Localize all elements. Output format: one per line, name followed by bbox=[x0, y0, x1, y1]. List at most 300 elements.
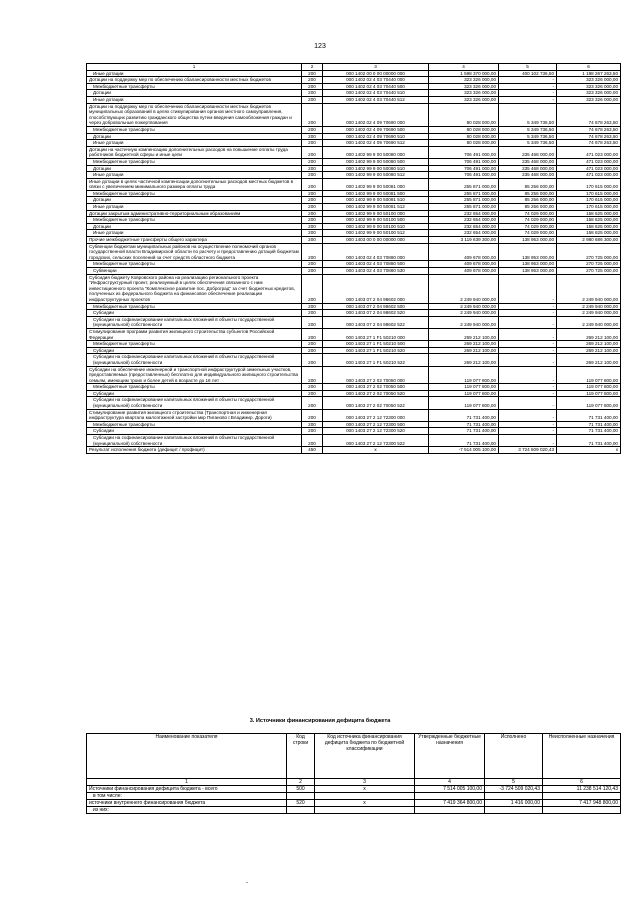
executed-amount: - bbox=[499, 316, 557, 328]
executed-amount bbox=[485, 807, 543, 814]
row-code: 200 bbox=[302, 310, 323, 317]
approved-amount: 71 731 400,00 bbox=[429, 435, 499, 447]
row-name: Дотации bbox=[87, 197, 302, 204]
table-row bbox=[87, 165, 621, 172]
remaining-amount: 71 731 400,00 bbox=[557, 409, 621, 421]
executed-amount: 85 256 000,00 bbox=[499, 178, 557, 190]
section-title: 3. Источники финансирования дефицита бюджета bbox=[249, 718, 391, 724]
row-code: 200 bbox=[302, 190, 323, 197]
remaining-amount: 270 725 000,00 bbox=[557, 261, 621, 268]
row-name: Иные дотации bbox=[87, 140, 302, 147]
table-row bbox=[87, 786, 621, 793]
row-name: Межбюджетные трансферты bbox=[87, 421, 302, 428]
executed-amount: 85 256 000,00 bbox=[499, 197, 557, 204]
approved-amount: 119 077 800,00 bbox=[429, 384, 499, 391]
row-name: Иные дотации в целях частичной компенсации дополнительных расходов местных бюджетов в связи с увеличением минимального размера оплаты труда bbox=[87, 178, 302, 190]
approved-amount: 119 077 800,00 bbox=[429, 366, 499, 384]
executed-amount: 5 349 736,50 bbox=[499, 103, 557, 126]
executed-amount: 5 349 736,50 bbox=[499, 140, 557, 147]
table-row bbox=[87, 83, 621, 90]
classification-code: 000 1403 27 1 F1 50210 522 bbox=[323, 354, 429, 366]
row-name: Дотации на поддержку мер по обеспечению сбалансированности местных бюджетов муниципальных образований в целях стимулирования органов местного самоуправления, способствующих развитию гражданского общества путем введения самообложения граждан и через добровольные пожертвования bbox=[87, 103, 302, 126]
executed-amount: 138 953 000,00 bbox=[499, 261, 557, 268]
approved-amount: 255 871 000,00 bbox=[429, 197, 499, 204]
row-code: 200 bbox=[302, 366, 323, 384]
classification-code: 000 1403 27 2 12 72300 522 bbox=[323, 435, 429, 447]
classification-code: 000 1403 27 2 02 70050 520 bbox=[323, 390, 429, 397]
row-code: 200 bbox=[302, 90, 323, 97]
remaining-amount: 74 678 263,50 bbox=[557, 103, 621, 126]
row-code: 200 bbox=[302, 328, 323, 340]
approved-amount: 255 871 000,00 bbox=[429, 190, 499, 197]
row-name: Дотации bbox=[87, 223, 302, 230]
remaining-amount: 119 077 800,00 bbox=[557, 366, 621, 384]
row-code: 200 bbox=[302, 126, 323, 133]
table-row bbox=[87, 328, 621, 340]
row-name: Дотации bbox=[87, 90, 302, 97]
column-number: 1 bbox=[87, 779, 287, 786]
approved-amount: 323 326 000,00 bbox=[429, 83, 499, 90]
classification-code bbox=[315, 793, 415, 800]
approved-amount: 269 212 100,00 bbox=[429, 347, 499, 354]
table-row bbox=[87, 178, 621, 190]
row-code: 200 bbox=[302, 421, 323, 428]
row-code: 200 bbox=[302, 140, 323, 147]
remaining-amount: 269 212 100,00 bbox=[557, 354, 621, 366]
remaining-amount: 158 625 000,00 bbox=[557, 230, 621, 237]
approved-amount: 706 491 000,00 bbox=[429, 165, 499, 172]
classification-code: 000 1403 07 2 04 98602 500 bbox=[323, 303, 429, 310]
row-code: 200 bbox=[302, 303, 323, 310]
table-row bbox=[87, 421, 621, 428]
executed-amount: - bbox=[499, 274, 557, 303]
column-number: 2 bbox=[302, 64, 323, 71]
column-number: 4 bbox=[415, 779, 485, 786]
executed-amount: - bbox=[499, 90, 557, 97]
column-number: 5 bbox=[499, 64, 557, 71]
table-row bbox=[87, 197, 621, 204]
remaining-amount: 471 023 000,00 bbox=[557, 165, 621, 172]
table-row bbox=[87, 70, 621, 77]
executed-amount: 400 102 736,50 bbox=[499, 70, 557, 77]
row-name: Субсидии на софинансирование капитальных вложений в объекты государственной (муниципальной) собственности bbox=[87, 435, 302, 447]
approved-amount: 323 326 000,00 bbox=[429, 77, 499, 84]
column-header: Наименование показателя bbox=[87, 734, 287, 779]
remaining-amount: 74 678 263,50 bbox=[557, 133, 621, 140]
executed-amount: -3 724 509 020,43 bbox=[485, 786, 543, 793]
executed-amount: 5 349 736,50 bbox=[499, 133, 557, 140]
row-code bbox=[287, 793, 315, 800]
executed-amount bbox=[485, 793, 543, 800]
remaining-amount: 269 212 100,00 bbox=[557, 328, 621, 340]
approved-amount: 706 491 000,00 bbox=[429, 172, 499, 179]
classification-code: 000 1402 02 4 09 70690 512 bbox=[323, 140, 429, 147]
remaining-amount: 2 249 940 000,00 bbox=[557, 310, 621, 317]
row-code bbox=[287, 807, 315, 814]
classification-code: 000 1403 02 4 03 70880 500 bbox=[323, 261, 429, 268]
executed-amount: - bbox=[499, 409, 557, 421]
remaining-amount: 323 326 000,00 bbox=[557, 77, 621, 84]
classification-code: 000 1403 02 4 03 70880 000 bbox=[323, 243, 429, 261]
row-name: Межбюджетные трансферты bbox=[87, 190, 302, 197]
remaining-amount: 74 678 263,50 bbox=[557, 140, 621, 147]
executed-amount: 85 256 000,00 bbox=[499, 204, 557, 211]
executed-amount: 74 029 000,00 bbox=[499, 217, 557, 224]
executed-amount: - bbox=[499, 390, 557, 397]
column-number: 2 bbox=[287, 779, 315, 786]
row-code: 200 bbox=[302, 268, 323, 275]
remaining-amount: 1 198 267 263,50 bbox=[557, 70, 621, 77]
row-code: 200 bbox=[302, 274, 323, 303]
executed-amount: - bbox=[499, 435, 557, 447]
approved-amount: 1 598 370 000,00 bbox=[429, 70, 499, 77]
classification-code: 000 1402 99 9 00 50081 000 bbox=[323, 178, 429, 190]
table-row bbox=[87, 261, 621, 268]
remaining-amount: 170 615 000,00 bbox=[557, 178, 621, 190]
remaining-amount: 71 731 400,00 bbox=[557, 421, 621, 428]
executed-amount: - bbox=[499, 384, 557, 391]
approved-amount: 409 678 000,00 bbox=[429, 261, 499, 268]
table-row bbox=[87, 133, 621, 140]
table-row bbox=[87, 204, 621, 211]
row-code: 520 bbox=[287, 800, 315, 807]
row-code: 200 bbox=[302, 165, 323, 172]
remaining-amount: 2 249 940 000,00 bbox=[557, 274, 621, 303]
approved-amount: 71 731 400,00 bbox=[429, 421, 499, 428]
remaining-amount: 170 615 000,00 bbox=[557, 190, 621, 197]
executed-amount: 235 468 000,00 bbox=[499, 146, 557, 158]
table-row bbox=[87, 347, 621, 354]
remaining-amount: 71 731 400,00 bbox=[557, 428, 621, 435]
table-row bbox=[87, 210, 621, 217]
row-code: 200 bbox=[302, 390, 323, 397]
row-code: 500 bbox=[287, 786, 315, 793]
remaining-amount: 119 077 800,00 bbox=[557, 397, 621, 409]
classification-code: 000 1402 99 9 00 50100 512 bbox=[323, 230, 429, 237]
classification-code: x bbox=[323, 447, 429, 454]
row-name: Иные дотации bbox=[87, 70, 302, 77]
classification-code: 000 1403 02 4 03 70880 530 bbox=[323, 268, 429, 275]
remaining-amount bbox=[543, 807, 621, 814]
classification-code: 000 1403 27 1 F1 50210 000 bbox=[323, 328, 429, 340]
row-name: Субсидии bbox=[87, 428, 302, 435]
classification-code: 000 1402 99 9 00 50081 500 bbox=[323, 190, 429, 197]
row-code: 200 bbox=[302, 77, 323, 84]
row-code: 200 bbox=[302, 210, 323, 217]
column-number: 3 bbox=[323, 64, 429, 71]
table-row bbox=[87, 447, 621, 454]
table-row bbox=[87, 217, 621, 224]
row-name: Иные дотации bbox=[87, 96, 302, 103]
table-row bbox=[87, 800, 621, 807]
approved-amount: 269 212 100,00 bbox=[429, 354, 499, 366]
row-code: 200 bbox=[302, 217, 323, 224]
row-name: Иные дотации bbox=[87, 230, 302, 237]
table-row bbox=[87, 140, 621, 147]
column-numbers-row bbox=[87, 779, 621, 786]
table-row bbox=[87, 77, 621, 84]
remaining-amount: 471 023 000,00 bbox=[557, 146, 621, 158]
executed-amount: - bbox=[499, 354, 557, 366]
row-name: Субсидии на обеспечение инженерной и транспортной инфраструктурой земельных участков, предоставляемых (предоставленных) бесплатно для индивидуального жилищного строительства семьям, имеющим троих и более детей в возрасте до 18 лет bbox=[87, 366, 302, 384]
classification-code: 000 1402 99 9 00 50080 000 bbox=[323, 146, 429, 158]
approved-amount: 2 249 940 000,00 bbox=[429, 274, 499, 303]
row-code: 200 bbox=[302, 354, 323, 366]
row-name: Межбюджетные трансферты bbox=[87, 158, 302, 165]
row-code: 200 bbox=[302, 237, 323, 244]
row-name: Прочие межбюджетные трансферты общего характера bbox=[87, 237, 302, 244]
remaining-amount: 170 615 000,00 bbox=[557, 204, 621, 211]
table-row bbox=[87, 428, 621, 435]
executed-amount: - bbox=[499, 366, 557, 384]
remaining-amount: 2 249 940 000,00 bbox=[557, 303, 621, 310]
column-header: Код строки bbox=[287, 734, 315, 779]
executed-amount: 138 953 000,00 bbox=[499, 243, 557, 261]
table-row bbox=[87, 341, 621, 348]
executed-amount: - bbox=[499, 428, 557, 435]
executed-amount: - bbox=[499, 347, 557, 354]
approved-amount: 323 326 000,00 bbox=[429, 96, 499, 103]
table-row bbox=[87, 390, 621, 397]
classification-code: 000 1403 27 1 F1 50210 500 bbox=[323, 341, 429, 348]
row-code: 200 bbox=[302, 347, 323, 354]
column-header: Исполнено bbox=[485, 734, 543, 779]
row-code: 200 bbox=[302, 96, 323, 103]
approved-amount: 323 326 000,00 bbox=[429, 90, 499, 97]
approved-amount: 232 654 000,00 bbox=[429, 217, 499, 224]
table-row bbox=[87, 237, 621, 244]
classification-code: 000 1402 02 4 03 70440 000 bbox=[323, 77, 429, 84]
executed-amount: - bbox=[499, 96, 557, 103]
remaining-amount: 471 023 000,00 bbox=[557, 158, 621, 165]
approved-amount: 119 077 800,00 bbox=[429, 397, 499, 409]
executed-amount: - bbox=[499, 77, 557, 84]
approved-amount: 71 731 400,00 bbox=[429, 409, 499, 421]
row-name: Дотации на поддержку мер по обеспечению сбалансированности местных бюджетов bbox=[87, 77, 302, 84]
row-code: 200 bbox=[302, 172, 323, 179]
row-name: Источники финансирования дефицита бюджета - всего bbox=[87, 786, 287, 793]
approved-amount: 232 654 000,00 bbox=[429, 223, 499, 230]
column-number: 6 bbox=[557, 64, 621, 71]
approved-amount: 2 249 940 000,00 bbox=[429, 316, 499, 328]
row-name: Субвенции bbox=[87, 268, 302, 275]
executed-amount: 74 029 000,00 bbox=[499, 223, 557, 230]
classification-code: 000 1403 27 1 F1 50210 520 bbox=[323, 347, 429, 354]
row-name: Субсидии bbox=[87, 347, 302, 354]
row-code: 200 bbox=[302, 428, 323, 435]
classification-code: x bbox=[315, 800, 415, 807]
column-header: Код источника финансирования дефицита бюджета по бюджетной классификации bbox=[315, 734, 415, 779]
row-name: Субсидии на софинансирование капитальных вложений в объекты государственной (муниципальной) собственности bbox=[87, 354, 302, 366]
table-header-row bbox=[87, 734, 621, 779]
approved-amount: 2 249 940 000,00 bbox=[429, 303, 499, 310]
row-code: 200 bbox=[302, 197, 323, 204]
footer-mark: - bbox=[246, 880, 248, 886]
row-code: 200 bbox=[302, 384, 323, 391]
row-name: Межбюджетные трансферты bbox=[87, 126, 302, 133]
row-name: Межбюджетные трансферты bbox=[87, 341, 302, 348]
row-name: Иные дотации bbox=[87, 204, 302, 211]
remaining-amount: 2 980 686 300,00 bbox=[557, 237, 621, 244]
executed-amount: 138 953 000,00 bbox=[499, 268, 557, 275]
classification-code: 000 1403 00 0 00 00000 000 bbox=[323, 237, 429, 244]
deficit-sources-table bbox=[86, 733, 621, 814]
table-row bbox=[87, 243, 621, 261]
page-number: 123 bbox=[314, 43, 326, 50]
row-code: 200 bbox=[302, 103, 323, 126]
row-name: Межбюджетные трансферты bbox=[87, 261, 302, 268]
row-name: Стимулирование развития жилищного строительства (Транспортная и инженерная инфраструктура квартала малоэтажной застройки мкр Пиганово г.Владимир. Дороги) bbox=[87, 409, 302, 421]
remaining-amount: 269 212 100,00 bbox=[557, 341, 621, 348]
classification-code: 000 1403 07 2 04 98602 520 bbox=[323, 310, 429, 317]
table-row bbox=[87, 158, 621, 165]
row-code: 200 bbox=[302, 204, 323, 211]
table-row bbox=[87, 274, 621, 303]
table-row bbox=[87, 96, 621, 103]
row-name: Субсидии на софинансирование капитальных вложений в объекты государственной (муниципальной) собственности bbox=[87, 397, 302, 409]
executed-amount: - bbox=[499, 421, 557, 428]
row-code: 450 bbox=[302, 447, 323, 454]
column-number: 5 bbox=[485, 779, 543, 786]
approved-amount: 7 419 364 800,00 bbox=[415, 800, 485, 807]
classification-code: 000 1402 99 9 00 50100 000 bbox=[323, 210, 429, 217]
classification-code: 000 1402 99 9 00 50081 510 bbox=[323, 197, 429, 204]
remaining-amount: 2 249 940 000,00 bbox=[557, 316, 621, 328]
approved-amount: 269 212 100,00 bbox=[429, 328, 499, 340]
remaining-amount: 270 725 000,00 bbox=[557, 268, 621, 275]
row-code: 200 bbox=[302, 397, 323, 409]
row-name: Дотации bbox=[87, 133, 302, 140]
row-name: Дотации закрытым административно-территориальным образованиям bbox=[87, 210, 302, 217]
executed-amount: 3 724 509 020,43 bbox=[499, 447, 557, 454]
row-code: 200 bbox=[302, 158, 323, 165]
approved-amount: 409 678 000,00 bbox=[429, 243, 499, 261]
approved-amount: 119 077 800,00 bbox=[429, 390, 499, 397]
remaining-amount bbox=[543, 793, 621, 800]
table-row bbox=[87, 268, 621, 275]
approved-amount: 3 119 639 300,00 bbox=[429, 237, 499, 244]
remaining-amount: 11 238 514 120,43 bbox=[543, 786, 621, 793]
classification-code: 000 1402 02 4 09 70690 510 bbox=[323, 133, 429, 140]
approved-amount: 232 654 000,00 bbox=[429, 230, 499, 237]
row-name: источники внутреннего финансирования бюджета bbox=[87, 800, 287, 807]
approved-amount: -7 514 005 100,00 bbox=[429, 447, 499, 454]
remaining-amount: 170 615 000,00 bbox=[557, 197, 621, 204]
table-row bbox=[87, 230, 621, 237]
executed-amount: - bbox=[499, 397, 557, 409]
remaining-amount: 323 326 000,00 bbox=[557, 90, 621, 97]
executed-amount: 235 468 000,00 bbox=[499, 158, 557, 165]
remaining-amount: 323 326 000,00 bbox=[557, 83, 621, 90]
classification-code: 000 1402 02 4 03 70440 500 bbox=[323, 83, 429, 90]
row-name: Дотации на частичную компенсацию дополнительных расходов на повышение оплаты труда работников бюджетной сферы и иные цели bbox=[87, 146, 302, 158]
classification-code: 000 1402 99 9 00 50080 510 bbox=[323, 165, 429, 172]
column-header: Утвержденные бюджетные назначения bbox=[415, 734, 485, 779]
expenditure-table bbox=[86, 63, 621, 454]
classification-code: 000 1403 27 2 02 70050 500 bbox=[323, 384, 429, 391]
table-row bbox=[87, 435, 621, 447]
classification-code: 000 1402 99 9 00 50080 512 bbox=[323, 172, 429, 179]
column-number: 4 bbox=[429, 64, 499, 71]
executed-amount: 1 416 000,00 bbox=[485, 800, 543, 807]
table-row bbox=[87, 397, 621, 409]
classification-code: 000 1402 00 0 00 00000 000 bbox=[323, 70, 429, 77]
row-code: 200 bbox=[302, 178, 323, 190]
row-name: Субсидии bbox=[87, 310, 302, 317]
table-row bbox=[87, 310, 621, 317]
row-name: Стимулирование программ развития жилищного строительства субъектов Российской Федерации bbox=[87, 328, 302, 340]
remaining-amount: 7 417 948 800,00 bbox=[543, 800, 621, 807]
table-row bbox=[87, 409, 621, 421]
approved-amount: 706 491 000,00 bbox=[429, 146, 499, 158]
remaining-amount: 270 725 000,00 bbox=[557, 243, 621, 261]
remaining-amount: 119 077 800,00 bbox=[557, 384, 621, 391]
classification-code: 000 1403 27 2 12 72300 000 bbox=[323, 409, 429, 421]
approved-amount: 706 491 000,00 bbox=[429, 158, 499, 165]
column-number: 6 bbox=[543, 779, 621, 786]
classification-code: x bbox=[315, 786, 415, 793]
classification-code: 000 1403 07 2 04 98602 000 bbox=[323, 274, 429, 303]
row-name: Субсидии на софинансирование капитальных вложений в объекты государственной (муниципальной) собственности bbox=[87, 316, 302, 328]
table-row bbox=[87, 126, 621, 133]
row-name: в том числе: bbox=[87, 793, 287, 800]
classification-code: 000 1402 02 4 03 70440 510 bbox=[323, 90, 429, 97]
remaining-amount: 158 625 000,00 bbox=[557, 210, 621, 217]
classification-code: 000 1403 27 2 02 70050 000 bbox=[323, 366, 429, 384]
remaining-amount: 158 625 000,00 bbox=[557, 217, 621, 224]
table-row bbox=[87, 223, 621, 230]
row-code: 200 bbox=[302, 261, 323, 268]
approved-amount: 255 871 000,00 bbox=[429, 178, 499, 190]
column-header: Неисполненные назначения bbox=[543, 734, 621, 779]
table-header-row bbox=[87, 64, 621, 71]
executed-amount: - bbox=[499, 83, 557, 90]
row-name: Субсидия бюджету Ковровского района на реализацию регионального проекта "Инфраструктурный проект, реализуемый в целях обеспечения связанного с ним инвестиционного проекта "Комплексное развитие пос. Доброград" за счет бюджетных кредитов, полученных из федерального бюджета на финансовое обеспечение реализации инфраструктурных проектов bbox=[87, 274, 302, 303]
executed-amount: 85 256 000,00 bbox=[499, 190, 557, 197]
row-name: Иные дотации bbox=[87, 172, 302, 179]
row-code: 200 bbox=[302, 70, 323, 77]
approved-amount: 80 028 000,00 bbox=[429, 140, 499, 147]
table-row bbox=[87, 172, 621, 179]
remaining-amount: 119 077 800,00 bbox=[557, 390, 621, 397]
executed-amount: 5 349 736,50 bbox=[499, 126, 557, 133]
table-row bbox=[87, 90, 621, 97]
executed-amount: - bbox=[499, 310, 557, 317]
approved-amount: 409 678 000,00 bbox=[429, 268, 499, 275]
row-name: из них: bbox=[87, 807, 287, 814]
row-name: Субвенции бюджетам муниципальных районов на осуществление полномочий органов государственной власти Владимирской области по расчету и предоставлению дотаций бюджетам городских, сельских поселений за счет средств областного бюджета bbox=[87, 243, 302, 261]
classification-code: 000 1402 99 9 00 50081 512 bbox=[323, 204, 429, 211]
approved-amount: 80 028 000,00 bbox=[429, 126, 499, 133]
table-row bbox=[87, 103, 621, 126]
executed-amount: 74 029 000,00 bbox=[499, 230, 557, 237]
table-row bbox=[87, 807, 621, 814]
classification-code: 000 1402 02 4 09 70690 000 bbox=[323, 103, 429, 126]
row-code: 200 bbox=[302, 133, 323, 140]
approved-amount bbox=[415, 807, 485, 814]
classification-code: 000 1402 99 9 00 50100 510 bbox=[323, 223, 429, 230]
row-code: 200 bbox=[302, 223, 323, 230]
row-code: 200 bbox=[302, 243, 323, 261]
approved-amount: 269 212 100,00 bbox=[429, 341, 499, 348]
approved-amount: 80 028 000,00 bbox=[429, 103, 499, 126]
table-row bbox=[87, 303, 621, 310]
row-code: 200 bbox=[302, 146, 323, 158]
executed-amount: 235 468 000,00 bbox=[499, 165, 557, 172]
row-name: Субсидии bbox=[87, 390, 302, 397]
row-name: Межбюджетные трансферты bbox=[87, 303, 302, 310]
remaining-amount: 74 678 263,50 bbox=[557, 126, 621, 133]
